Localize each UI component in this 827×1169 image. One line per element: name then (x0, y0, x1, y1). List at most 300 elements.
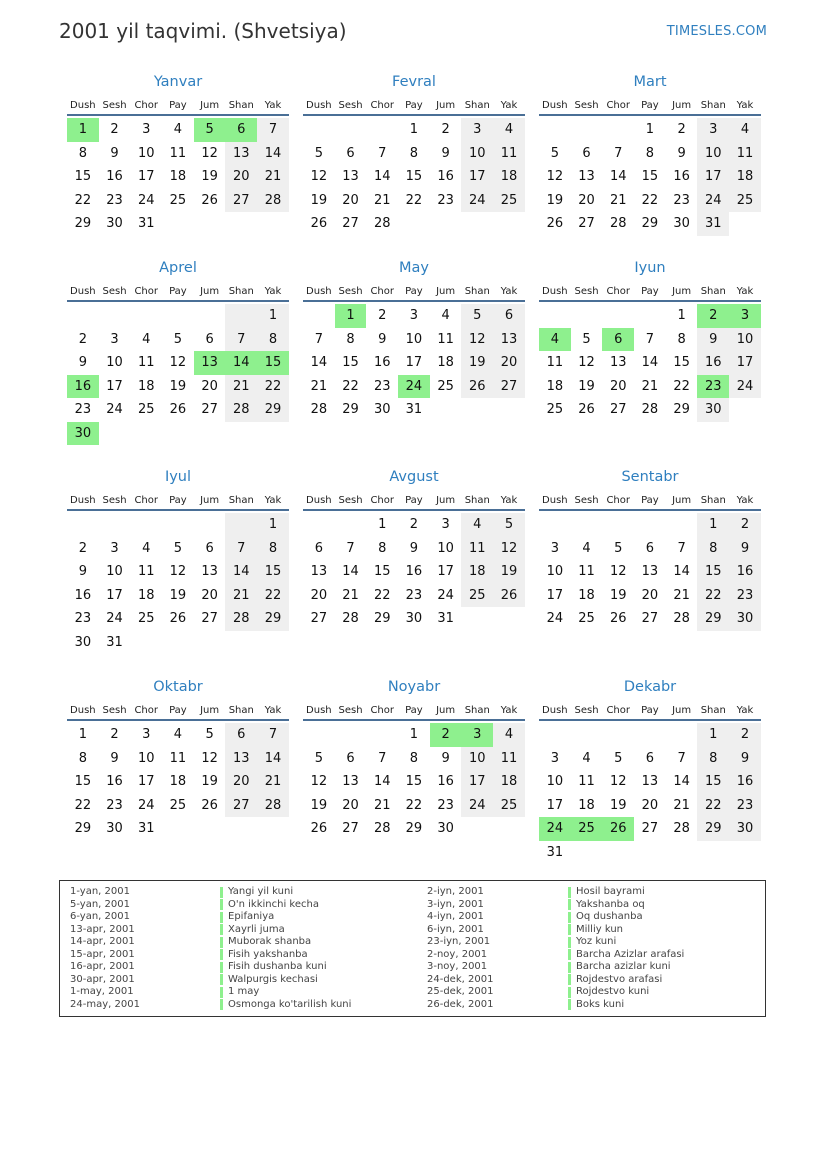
day-cell: 22 (673, 378, 690, 394)
day-cell: 17 (405, 355, 423, 370)
day-cell: 26 (602, 817, 634, 841)
month-aprel (67, 258, 289, 445)
legend-entry: Barcha Azizlar arafasi (576, 948, 685, 960)
weekday-label: Shan (464, 99, 490, 111)
day-cell: 8 (346, 331, 355, 347)
legend-entry: 6-iyn, 2001 (427, 923, 484, 935)
weekday-label: Chor (370, 99, 394, 111)
month-avgust (303, 467, 525, 631)
day-cell: 5 (614, 540, 623, 556)
day-cell: 9 (110, 145, 119, 161)
day-cell: 26 (546, 216, 564, 231)
day-cell: 9 (729, 747, 761, 771)
day-cell: 20 (342, 192, 359, 208)
day-cell: 26 (201, 797, 218, 813)
week-row (67, 747, 289, 771)
day-empty (697, 841, 729, 865)
holiday-marker (568, 999, 571, 1012)
week-row (539, 841, 761, 865)
day-cell: 27 (201, 611, 218, 626)
week-row (539, 584, 761, 608)
day-cell: 25 (571, 817, 603, 841)
holiday-marker (568, 924, 571, 937)
weekday-label: Dush (542, 285, 568, 297)
day-cell: 9 (677, 145, 686, 161)
day-cell: 14 (373, 774, 391, 789)
day-cell: 24 (437, 587, 454, 603)
weekday-label: Jum (200, 704, 220, 716)
day-cell: 4 (729, 118, 761, 142)
legend-entry: 1 may (228, 986, 260, 997)
day-empty (99, 422, 131, 446)
day-cell: 26 (493, 584, 525, 608)
legend-markers-left (220, 886, 223, 1011)
day-cell: 26 (310, 821, 328, 836)
day-cell: 1 (409, 122, 419, 137)
day-cell: 21 (641, 378, 659, 394)
holiday-marker (568, 986, 571, 999)
day-cell: 3 (729, 304, 761, 328)
holiday-marker (568, 936, 571, 949)
weekday-label: Yak (500, 285, 518, 297)
day-cell: 30 (74, 634, 92, 650)
day-cell: 24 (539, 817, 571, 841)
legend-entry: Rojdestvo arafasi (576, 973, 663, 985)
day-cell: 27 (641, 611, 659, 626)
holiday-marker (220, 936, 223, 949)
day-cell: 30 (106, 216, 123, 231)
day-cell: 15 (405, 169, 423, 184)
day-cell: 28 (373, 821, 391, 836)
month-oktabr (67, 677, 289, 841)
day-cell: 16 (697, 351, 729, 375)
day-cell: 19 (201, 774, 218, 789)
day-cell: 13 (194, 351, 226, 375)
day-cell: 13 (493, 328, 525, 352)
day-cell: 26 (578, 402, 595, 417)
day-cell: 19 (546, 192, 564, 208)
day-cell: 25 (493, 189, 525, 213)
holiday-marker (220, 886, 223, 899)
weekday-label: Pay (169, 285, 187, 297)
day-cell: 8 (645, 145, 655, 161)
week-row (67, 513, 289, 537)
day-empty (257, 212, 289, 236)
day-cell: 20 (609, 378, 627, 394)
day-cell: 12 (310, 169, 328, 184)
weekday-label: Pay (405, 99, 423, 111)
month-name: Iyul (164, 469, 192, 485)
day-cell: 21 (673, 587, 690, 603)
day-cell: 4 (173, 727, 183, 742)
week-row (67, 142, 289, 166)
week-row (303, 375, 525, 399)
day-cell: 6 (493, 304, 525, 328)
weekday-header (539, 96, 761, 116)
day-empty (194, 212, 226, 236)
day-cell: 23 (673, 192, 690, 208)
weekday-label: Chor (370, 285, 394, 297)
day-cell: 1 (257, 304, 289, 328)
weekday-label: Yak (736, 99, 754, 111)
week-row (303, 189, 525, 213)
legend-entry: Hosil bayrami (576, 886, 645, 897)
week-row (303, 723, 525, 747)
legend-entry: 26-dek, 2001 (427, 998, 494, 1010)
day-empty (666, 513, 698, 537)
day-cell: 28 (342, 611, 359, 626)
weekday-label: Jum (436, 704, 456, 716)
day-cell: 14 (225, 351, 257, 375)
day-cell: 29 (342, 402, 359, 417)
weekday-label: Shan (228, 99, 254, 111)
day-empty (461, 607, 493, 631)
legend-entry: 24-may, 2001 (70, 998, 140, 1010)
day-empty (335, 723, 367, 747)
day-cell: 22 (257, 375, 289, 399)
day-cell: 8 (78, 750, 87, 766)
day-cell: 15 (373, 564, 391, 579)
day-empty (303, 723, 335, 747)
day-cell: 8 (697, 537, 729, 561)
week-row (67, 723, 289, 747)
day-cell: 30 (373, 402, 391, 417)
day-cell: 3 (550, 540, 559, 556)
week-row (67, 304, 289, 328)
weekday-label: Shan (700, 99, 726, 111)
day-cell: 26 (461, 375, 493, 399)
day-empty (162, 212, 194, 236)
legend-entry: 23-iyn, 2001 (427, 936, 491, 947)
day-cell: 16 (373, 355, 391, 370)
day-cell: 24 (461, 189, 493, 213)
holiday-marker (568, 949, 571, 962)
weekday-label: Yak (736, 285, 754, 297)
day-cell: 2 (729, 513, 761, 537)
day-cell: 5 (205, 727, 214, 742)
day-empty (225, 631, 257, 655)
legend-entry: Osmonga ko'tarilish kuni (228, 998, 352, 1010)
day-cell: 19 (609, 587, 627, 603)
legend-entry: 30-apr, 2001 (70, 973, 135, 985)
day-cell: 29 (697, 817, 729, 841)
day-cell: 2 (409, 517, 419, 532)
day-empty (303, 118, 335, 142)
day-cell: 31 (697, 212, 729, 236)
day-cell: 11 (437, 331, 454, 347)
day-empty (666, 841, 698, 865)
weekday-label: Sesh (574, 704, 599, 716)
day-empty (99, 513, 131, 537)
weekday-label: Jum (672, 704, 692, 716)
day-cell: 19 (493, 560, 525, 584)
day-cell: 1 (78, 727, 87, 742)
legend-entry: 3-noy, 2001 (427, 961, 488, 972)
day-cell: 20 (310, 587, 328, 603)
day-cell: 11 (493, 747, 525, 771)
day-cell: 11 (546, 355, 564, 370)
weekday-label: Yak (264, 99, 282, 111)
week-row (539, 747, 761, 771)
day-cell: 23 (74, 611, 92, 626)
day-cell: 20 (342, 797, 359, 813)
day-cell: 4 (493, 118, 525, 142)
day-cell: 31 (405, 402, 423, 417)
day-cell: 19 (310, 192, 328, 208)
day-cell: 12 (169, 355, 187, 370)
day-cell: 7 (314, 331, 323, 347)
weekday-label: Chor (606, 99, 630, 111)
day-cell: 7 (346, 540, 355, 556)
week-row (303, 607, 525, 631)
day-cell: 30 (729, 817, 761, 841)
legend-entry: Epifaniya (228, 911, 275, 922)
day-cell: 15 (697, 770, 729, 794)
weekday-header (303, 282, 525, 302)
day-empty (539, 723, 571, 747)
day-cell: 29 (74, 821, 92, 836)
day-empty (130, 304, 162, 328)
month-noyabr (303, 677, 525, 841)
month-name: Sentabr (621, 469, 679, 485)
day-cell: 11 (137, 564, 155, 579)
day-cell: 21 (225, 584, 257, 608)
day-cell: 23 (729, 794, 761, 818)
day-cell: 6 (645, 540, 655, 556)
weekday-label: Sesh (338, 704, 363, 716)
day-cell: 4 (142, 331, 151, 347)
day-empty (67, 513, 99, 537)
day-cell: 12 (169, 564, 187, 579)
day-cell: 21 (310, 378, 328, 394)
day-cell: 6 (314, 540, 323, 556)
day-cell: 16 (437, 774, 454, 789)
weekday-label: Sesh (338, 99, 363, 111)
legend-entry: Yangi yil kuni (228, 886, 294, 897)
day-cell: 19 (578, 378, 595, 394)
day-cell: 31 (137, 216, 155, 231)
day-empty (225, 817, 257, 841)
day-empty (225, 304, 257, 328)
day-cell: 10 (546, 564, 564, 579)
day-cell: 25 (137, 402, 155, 417)
weekday-label: Sesh (102, 494, 127, 506)
day-cell: 28 (673, 821, 690, 836)
day-cell: 10 (137, 145, 155, 161)
day-cell: 11 (493, 142, 525, 166)
legend-entry: Fisih yakshanba (228, 948, 308, 960)
day-cell: 25 (493, 794, 525, 818)
day-cell: 18 (137, 587, 155, 603)
day-cell: 25 (169, 797, 187, 813)
day-cell: 20 (641, 797, 659, 813)
weekday-label: Dush (70, 704, 96, 716)
week-row (67, 398, 289, 422)
page-title: 2001 yil taqvimi. (Shvetsiya) (59, 19, 347, 43)
day-empty (461, 817, 493, 841)
day-cell: 5 (550, 145, 559, 161)
day-empty (539, 118, 571, 142)
week-row (303, 584, 525, 608)
weekday-label: Sesh (102, 99, 127, 111)
site-link[interactable]: TIMESLES.COM (666, 24, 767, 39)
day-cell: 28 (257, 794, 289, 818)
weekday-label: Chor (134, 704, 158, 716)
legend-entry: 2-noy, 2001 (427, 948, 488, 960)
day-cell: 19 (201, 169, 218, 184)
holiday-marker (220, 961, 223, 974)
day-cell: 9 (729, 537, 761, 561)
day-cell: 11 (729, 142, 761, 166)
weekday-label: Dush (306, 285, 332, 297)
day-cell: 5 (173, 540, 183, 556)
day-empty (194, 631, 226, 655)
weekday-header (539, 282, 761, 302)
day-cell: 8 (409, 145, 419, 161)
day-cell: 18 (437, 355, 454, 370)
legend-dates-left (70, 886, 140, 1011)
day-cell: 29 (74, 216, 92, 231)
day-cell: 5 (314, 750, 323, 766)
weekday-label: Yak (736, 494, 754, 506)
weekday-label: Dush (70, 494, 96, 506)
day-cell: 9 (441, 145, 450, 161)
weekday-label: Shan (464, 494, 490, 506)
day-cell: 10 (697, 142, 729, 166)
holiday-marker (220, 986, 223, 999)
day-cell: 25 (169, 192, 187, 208)
day-cell: 1 (378, 517, 387, 532)
day-cell: 7 (378, 750, 387, 766)
day-cell: 13 (578, 169, 595, 184)
legend-entry: Fisih dushanba kuni (228, 961, 327, 972)
day-cell: 16 (729, 770, 761, 794)
holiday-marker (568, 974, 571, 987)
day-cell: 30 (729, 607, 761, 631)
day-empty (493, 817, 525, 841)
day-cell: 22 (257, 584, 289, 608)
day-cell: 18 (169, 169, 187, 184)
day-cell: 17 (729, 351, 761, 375)
week-row (67, 794, 289, 818)
day-cell: 12 (461, 328, 493, 352)
day-cell: 2 (378, 308, 387, 323)
week-row (539, 328, 761, 352)
legend-entry: Rojdestvo kuni (576, 986, 650, 997)
weekday-label: Chor (134, 99, 158, 111)
day-cell: 1 (67, 118, 99, 142)
day-cell: 6 (225, 723, 257, 747)
day-cell: 22 (373, 587, 391, 603)
day-cell: 26 (310, 216, 328, 231)
day-empty (493, 398, 525, 422)
day-cell: 14 (673, 564, 690, 579)
day-cell: 6 (346, 145, 355, 161)
day-empty (634, 723, 666, 747)
day-empty (162, 631, 194, 655)
day-cell: 3 (110, 331, 119, 347)
weekday-label: Pay (405, 285, 423, 297)
weekday-label: Jum (436, 494, 456, 506)
legend-entry: Oq dushanba (576, 911, 643, 922)
weekday-label: Yak (500, 704, 518, 716)
day-cell: 29 (673, 402, 690, 417)
weekday-label: Chor (134, 494, 158, 506)
weekday-label: Chor (134, 285, 158, 297)
day-empty (634, 841, 666, 865)
day-empty (571, 841, 603, 865)
week-row (539, 560, 761, 584)
day-cell: 3 (142, 727, 151, 742)
weekday-header (539, 491, 761, 511)
day-cell: 13 (641, 774, 659, 789)
weekday-label: Jum (436, 99, 456, 111)
day-cell: 9 (78, 564, 87, 579)
day-cell: 12 (201, 750, 218, 766)
day-cell: 19 (169, 378, 187, 394)
day-cell: 16 (106, 169, 123, 184)
weekday-header (303, 701, 525, 721)
week-row (539, 304, 761, 328)
day-cell: 23 (437, 797, 454, 813)
day-cell: 25 (546, 402, 564, 417)
day-cell: 19 (461, 351, 493, 375)
day-empty (602, 118, 634, 142)
day-empty (303, 513, 335, 537)
weekday-label: Dush (306, 99, 332, 111)
month-name: Fevral (392, 74, 436, 90)
month-yanvar (67, 72, 289, 236)
day-empty (257, 422, 289, 446)
day-cell: 7 (645, 331, 655, 347)
day-cell: 10 (106, 564, 123, 579)
week-row (67, 189, 289, 213)
legend-entry: Muborak shanba (228, 936, 312, 947)
day-cell: 31 (437, 611, 454, 626)
week-row (303, 165, 525, 189)
day-cell: 29 (697, 607, 729, 631)
day-empty (257, 631, 289, 655)
day-cell: 2 (441, 122, 450, 137)
month-may (303, 258, 525, 422)
day-empty (602, 513, 634, 537)
weekday-label: Sesh (338, 494, 363, 506)
day-empty (130, 631, 162, 655)
day-cell: 29 (257, 398, 289, 422)
day-cell: 17 (461, 770, 493, 794)
day-cell: 9 (409, 540, 419, 556)
month-sentabr (539, 467, 761, 631)
day-cell: 6 (205, 540, 214, 556)
week-row (539, 351, 761, 375)
day-cell: 10 (137, 750, 155, 766)
day-cell: 8 (378, 540, 387, 556)
holiday-legend (59, 880, 766, 1017)
day-cell: 17 (437, 564, 454, 579)
day-empty (539, 513, 571, 537)
day-cell: 23 (437, 192, 454, 208)
weekday-label: Pay (641, 704, 659, 716)
day-empty (67, 304, 99, 328)
weekday-label: Pay (169, 494, 187, 506)
day-cell: 14 (310, 355, 328, 370)
day-cell: 27 (225, 794, 257, 818)
day-empty (225, 422, 257, 446)
day-cell: 29 (373, 611, 391, 626)
week-row (303, 328, 525, 352)
day-cell: 4 (493, 723, 525, 747)
day-cell: 12 (310, 774, 328, 789)
